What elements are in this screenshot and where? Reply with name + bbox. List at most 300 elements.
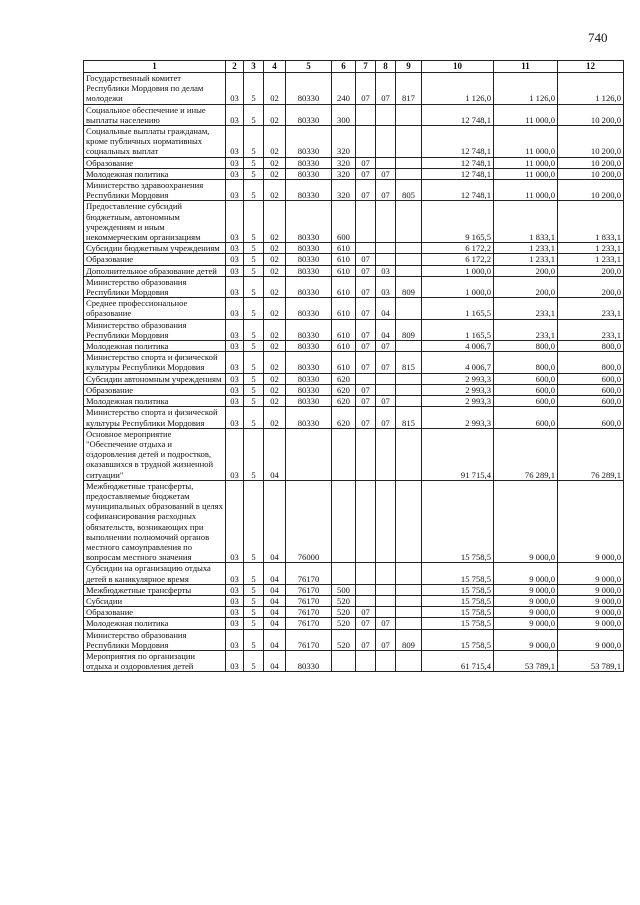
row-cell: 02 [264, 201, 286, 243]
row-cell: 07 [376, 352, 396, 373]
row-cell: 15 758,5 [422, 480, 494, 563]
row-cell: 9 000,0 [558, 480, 624, 563]
row-cell: 9 000,0 [558, 563, 624, 584]
row-cell: 200,0 [494, 265, 558, 276]
row-cell [376, 607, 396, 618]
row-cell: 80330 [286, 341, 332, 352]
row-cell: 07 [356, 157, 376, 168]
row-cell: 5 [244, 180, 264, 201]
table-row [84, 254, 624, 265]
row-cell [376, 480, 396, 563]
row-cell: 80330 [286, 373, 332, 384]
row-cell: 1 000,0 [422, 265, 494, 276]
row-label: Межбюджетные трансферты, предоставляемые бюджетам муниципальных образований в целях софинансирования расходных обязательств, возникающих при выполнении полномочий органов местного самоуправления по вопросам местного значения [84, 480, 226, 563]
row-cell: 11 000,0 [494, 180, 558, 201]
row-cell: 233,1 [494, 298, 558, 319]
row-cell: 03 [226, 265, 244, 276]
row-cell: 03 [226, 126, 244, 158]
row-cell: 07 [376, 396, 396, 407]
row-cell [376, 428, 396, 480]
row-cell: 5 [244, 396, 264, 407]
table-row [84, 104, 624, 125]
row-cell: 91 715,4 [422, 428, 494, 480]
row-cell: 200,0 [558, 265, 624, 276]
row-cell: 5 [244, 126, 264, 158]
row-cell: 10 200,0 [558, 104, 624, 125]
row-cell: 12 748,1 [422, 104, 494, 125]
row-cell: 2 993,3 [422, 373, 494, 384]
row-cell: 80330 [286, 73, 332, 105]
row-cell: 800,0 [494, 341, 558, 352]
row-cell: 04 [264, 650, 286, 671]
row-cell: 9 000,0 [558, 629, 624, 650]
row-cell: 320 [332, 157, 356, 168]
row-cell: 07 [356, 396, 376, 407]
column-header: 9 [396, 61, 422, 73]
row-label: Министерство здравоохранения Республики Мордовия [84, 180, 226, 201]
row-cell: 04 [264, 480, 286, 563]
column-header: 10 [422, 61, 494, 73]
row-cell: 610 [332, 352, 356, 373]
row-cell: 03 [226, 428, 244, 480]
row-label: Молодежная политика [84, 618, 226, 629]
column-header: 8 [376, 61, 396, 73]
table-row [84, 126, 624, 158]
header-row [84, 61, 624, 73]
row-cell: 80330 [286, 180, 332, 201]
row-cell: 03 [226, 584, 244, 595]
row-cell: 1 126,0 [494, 73, 558, 105]
row-cell: 07 [356, 168, 376, 179]
row-cell: 03 [226, 319, 244, 340]
table-row [84, 341, 624, 352]
row-cell: 03 [226, 629, 244, 650]
row-label: Министерство спорта и физической культуры Республики Мордовия [84, 352, 226, 373]
column-header: 11 [494, 61, 558, 73]
row-cell: 9 000,0 [494, 480, 558, 563]
table-row [84, 384, 624, 395]
row-cell: 5 [244, 243, 264, 254]
row-cell: 04 [264, 629, 286, 650]
row-cell: 1 126,0 [558, 73, 624, 105]
row-cell [376, 584, 396, 595]
row-cell: 2 993,3 [422, 384, 494, 395]
row-cell: 5 [244, 407, 264, 428]
row-cell: 76170 [286, 595, 332, 606]
row-cell: 02 [264, 352, 286, 373]
row-cell: 320 [332, 180, 356, 201]
row-cell: 5 [244, 104, 264, 125]
row-cell: 02 [264, 180, 286, 201]
row-cell: 1 165,5 [422, 319, 494, 340]
row-cell [286, 428, 332, 480]
row-cell [396, 595, 422, 606]
column-header: 12 [558, 61, 624, 73]
row-cell: 805 [396, 180, 422, 201]
table-row [84, 428, 624, 480]
row-cell: 817 [396, 73, 422, 105]
row-cell: 12 748,1 [422, 157, 494, 168]
row-cell [396, 157, 422, 168]
row-cell: 80330 [286, 254, 332, 265]
row-cell [356, 373, 376, 384]
row-cell: 02 [264, 126, 286, 158]
row-cell: 520 [332, 607, 356, 618]
row-cell: 04 [264, 563, 286, 584]
row-cell: 233,1 [494, 319, 558, 340]
row-cell: 9 000,0 [558, 595, 624, 606]
row-cell: 1 233,1 [558, 254, 624, 265]
row-cell: 02 [264, 319, 286, 340]
row-cell: 11 000,0 [494, 126, 558, 158]
row-cell: 80330 [286, 352, 332, 373]
row-cell: 07 [356, 180, 376, 201]
row-cell: 76000 [286, 480, 332, 563]
row-cell [396, 168, 422, 179]
row-cell: 07 [356, 629, 376, 650]
row-cell [376, 243, 396, 254]
row-label: Субсидии на организацию отдыха детей в каникулярное время [84, 563, 226, 584]
row-cell: 1 233,1 [494, 243, 558, 254]
row-cell: 03 [226, 298, 244, 319]
row-cell: 02 [264, 407, 286, 428]
row-cell: 80330 [286, 276, 332, 297]
row-cell: 520 [332, 629, 356, 650]
row-cell [376, 650, 396, 671]
row-cell [396, 104, 422, 125]
row-cell: 04 [376, 298, 396, 319]
row-cell: 520 [332, 595, 356, 606]
row-cell: 03 [226, 157, 244, 168]
row-cell: 320 [332, 168, 356, 179]
row-cell [396, 428, 422, 480]
row-cell: 809 [396, 319, 422, 340]
row-cell: 07 [376, 629, 396, 650]
row-label: Образование [84, 157, 226, 168]
row-cell: 620 [332, 384, 356, 395]
row-cell: 1 000,0 [422, 276, 494, 297]
row-cell [376, 563, 396, 584]
row-cell: 9 000,0 [558, 584, 624, 595]
row-cell: 03 [226, 276, 244, 297]
row-cell: 15 758,5 [422, 618, 494, 629]
row-cell: 5 [244, 618, 264, 629]
row-cell: 07 [356, 607, 376, 618]
row-cell: 80330 [286, 243, 332, 254]
row-cell: 03 [226, 373, 244, 384]
row-cell: 80330 [286, 104, 332, 125]
row-cell: 4 006,7 [422, 341, 494, 352]
row-cell: 03 [226, 254, 244, 265]
row-cell: 11 000,0 [494, 157, 558, 168]
row-cell: 80330 [286, 298, 332, 319]
row-cell: 1 165,5 [422, 298, 494, 319]
row-cell: 04 [264, 584, 286, 595]
row-cell: 76 289,1 [494, 428, 558, 480]
row-cell [376, 104, 396, 125]
row-cell: 03 [226, 480, 244, 563]
row-cell: 07 [356, 384, 376, 395]
row-cell: 610 [332, 276, 356, 297]
row-cell: 600,0 [558, 384, 624, 395]
row-cell: 1 833,1 [558, 201, 624, 243]
row-label: Образование [84, 384, 226, 395]
row-cell [396, 254, 422, 265]
row-cell: 02 [264, 73, 286, 105]
row-cell: 07 [376, 180, 396, 201]
table-row [84, 595, 624, 606]
row-cell: 76170 [286, 618, 332, 629]
row-cell [332, 428, 356, 480]
row-cell: 10 200,0 [558, 168, 624, 179]
row-cell: 02 [264, 384, 286, 395]
row-cell [396, 298, 422, 319]
row-cell: 815 [396, 352, 422, 373]
row-cell: 02 [264, 396, 286, 407]
row-cell: 76170 [286, 629, 332, 650]
row-cell: 610 [332, 243, 356, 254]
column-header: 5 [286, 61, 332, 73]
row-cell [376, 201, 396, 243]
row-cell: 03 [226, 396, 244, 407]
row-cell: 6 172,2 [422, 254, 494, 265]
row-cell: 200,0 [558, 276, 624, 297]
row-cell: 620 [332, 407, 356, 428]
row-cell [356, 563, 376, 584]
row-cell: 233,1 [558, 298, 624, 319]
row-cell [396, 201, 422, 243]
row-cell [332, 480, 356, 563]
row-label: Молодежная политика [84, 396, 226, 407]
row-cell: 07 [356, 254, 376, 265]
row-cell: 9 000,0 [558, 607, 624, 618]
row-cell [332, 650, 356, 671]
row-cell: 809 [396, 629, 422, 650]
row-cell: 600,0 [494, 384, 558, 395]
row-cell [356, 595, 376, 606]
row-cell: 02 [264, 104, 286, 125]
row-cell: 07 [356, 407, 376, 428]
row-cell: 11 000,0 [494, 168, 558, 179]
row-cell: 07 [356, 352, 376, 373]
row-cell [396, 341, 422, 352]
row-label: Субсидии [84, 595, 226, 606]
table-row [84, 618, 624, 629]
row-label: Субсидии автономным учреждениям [84, 373, 226, 384]
row-label: Молодежная политика [84, 341, 226, 352]
row-cell: 600,0 [558, 373, 624, 384]
row-label: Социальное обеспечение и иные выплаты населению [84, 104, 226, 125]
row-cell: 800,0 [558, 341, 624, 352]
row-cell: 1 833,1 [494, 201, 558, 243]
row-cell: 07 [356, 265, 376, 276]
row-cell: 03 [226, 168, 244, 179]
row-cell [356, 650, 376, 671]
table-row [84, 319, 624, 340]
row-cell: 76170 [286, 584, 332, 595]
row-cell: 03 [226, 180, 244, 201]
row-label: Министерство спорта и физической культуры Республики Мордовия [84, 407, 226, 428]
column-header: 1 [84, 61, 226, 73]
row-cell: 1 233,1 [558, 243, 624, 254]
row-cell: 11 000,0 [494, 104, 558, 125]
row-cell: 1 233,1 [494, 254, 558, 265]
row-cell: 76170 [286, 563, 332, 584]
row-cell: 02 [264, 243, 286, 254]
budget-table [83, 60, 624, 672]
row-cell [376, 254, 396, 265]
table-row [84, 480, 624, 563]
table-row [84, 243, 624, 254]
row-label: Министерство образования Республики Мордовия [84, 276, 226, 297]
row-label: Молодежная политика [84, 168, 226, 179]
row-label: Образование [84, 607, 226, 618]
row-cell: 6 172,2 [422, 243, 494, 254]
row-cell [356, 243, 376, 254]
row-cell: 5 [244, 428, 264, 480]
row-cell: 320 [332, 126, 356, 158]
row-cell: 12 748,1 [422, 180, 494, 201]
row-cell: 2 993,3 [422, 396, 494, 407]
row-cell: 07 [356, 276, 376, 297]
row-cell [396, 384, 422, 395]
row-cell: 5 [244, 201, 264, 243]
row-cell [376, 373, 396, 384]
row-cell [396, 618, 422, 629]
row-cell: 5 [244, 650, 264, 671]
row-cell: 80330 [286, 650, 332, 671]
row-cell [356, 480, 376, 563]
row-cell: 620 [332, 373, 356, 384]
row-cell: 5 [244, 319, 264, 340]
row-cell [396, 373, 422, 384]
row-cell: 80330 [286, 157, 332, 168]
row-cell: 03 [376, 265, 396, 276]
row-cell: 02 [264, 157, 286, 168]
row-cell: 5 [244, 629, 264, 650]
row-cell: 03 [226, 563, 244, 584]
row-cell: 07 [356, 341, 376, 352]
row-cell: 07 [376, 341, 396, 352]
row-cell: 9 000,0 [494, 607, 558, 618]
row-cell: 03 [226, 384, 244, 395]
row-cell: 03 [226, 607, 244, 618]
row-cell: 610 [332, 265, 356, 276]
row-cell: 5 [244, 298, 264, 319]
row-cell: 12 748,1 [422, 126, 494, 158]
row-cell: 15 758,5 [422, 563, 494, 584]
table-row [84, 407, 624, 428]
row-cell: 80330 [286, 319, 332, 340]
row-cell: 12 748,1 [422, 168, 494, 179]
row-cell: 02 [264, 276, 286, 297]
row-cell: 03 [226, 243, 244, 254]
row-cell [396, 563, 422, 584]
row-cell: 03 [226, 201, 244, 243]
row-cell [396, 243, 422, 254]
row-cell: 03 [226, 352, 244, 373]
row-cell: 07 [376, 73, 396, 105]
row-cell: 500 [332, 584, 356, 595]
row-cell: 5 [244, 607, 264, 618]
row-cell: 80330 [286, 126, 332, 158]
row-cell [376, 126, 396, 158]
row-cell: 76170 [286, 607, 332, 618]
row-cell: 200,0 [494, 276, 558, 297]
row-cell [356, 428, 376, 480]
row-cell [376, 384, 396, 395]
table-row [84, 265, 624, 276]
row-cell: 10 200,0 [558, 157, 624, 168]
row-cell [376, 595, 396, 606]
row-cell: 4 006,7 [422, 352, 494, 373]
table-row [84, 584, 624, 595]
row-label: Министерство образования Республики Мордовия [84, 319, 226, 340]
row-cell: 5 [244, 73, 264, 105]
row-label: Государственный комитет Республики Мордовия по делам молодежи [84, 73, 226, 105]
column-header: 7 [356, 61, 376, 73]
row-cell [396, 480, 422, 563]
row-cell: 9 000,0 [494, 595, 558, 606]
row-cell: 5 [244, 157, 264, 168]
row-cell: 300 [332, 104, 356, 125]
row-cell: 5 [244, 352, 264, 373]
row-cell: 80330 [286, 265, 332, 276]
row-cell: 5 [244, 254, 264, 265]
row-cell: 80330 [286, 201, 332, 243]
row-cell: 15 758,5 [422, 584, 494, 595]
row-cell: 03 [226, 104, 244, 125]
column-header: 2 [226, 61, 244, 73]
row-cell: 02 [264, 254, 286, 265]
row-cell: 07 [356, 618, 376, 629]
row-cell: 07 [356, 73, 376, 105]
row-cell: 5 [244, 595, 264, 606]
row-cell [396, 584, 422, 595]
row-cell: 600,0 [494, 396, 558, 407]
row-cell [396, 650, 422, 671]
table-row [84, 373, 624, 384]
row-label: Дополнительное образование детей [84, 265, 226, 276]
row-cell: 5 [244, 480, 264, 563]
row-cell: 53 789,1 [558, 650, 624, 671]
row-cell: 80330 [286, 396, 332, 407]
row-cell: 04 [264, 428, 286, 480]
row-cell: 520 [332, 618, 356, 629]
table-row [84, 563, 624, 584]
row-cell: 9 000,0 [558, 618, 624, 629]
table-row [84, 629, 624, 650]
row-cell: 600 [332, 201, 356, 243]
row-cell [396, 126, 422, 158]
row-cell: 600,0 [558, 396, 624, 407]
row-cell: 76 289,1 [558, 428, 624, 480]
table-row [84, 157, 624, 168]
row-cell: 9 000,0 [494, 618, 558, 629]
row-cell: 815 [396, 407, 422, 428]
row-cell: 10 200,0 [558, 180, 624, 201]
row-cell: 02 [264, 373, 286, 384]
row-cell: 9 000,0 [494, 584, 558, 595]
row-cell: 03 [226, 341, 244, 352]
row-cell: 07 [376, 168, 396, 179]
column-header: 6 [332, 61, 356, 73]
row-cell: 5 [244, 584, 264, 595]
row-cell: 80330 [286, 407, 332, 428]
row-cell: 240 [332, 73, 356, 105]
row-cell: 03 [226, 595, 244, 606]
row-cell: 15 758,5 [422, 629, 494, 650]
